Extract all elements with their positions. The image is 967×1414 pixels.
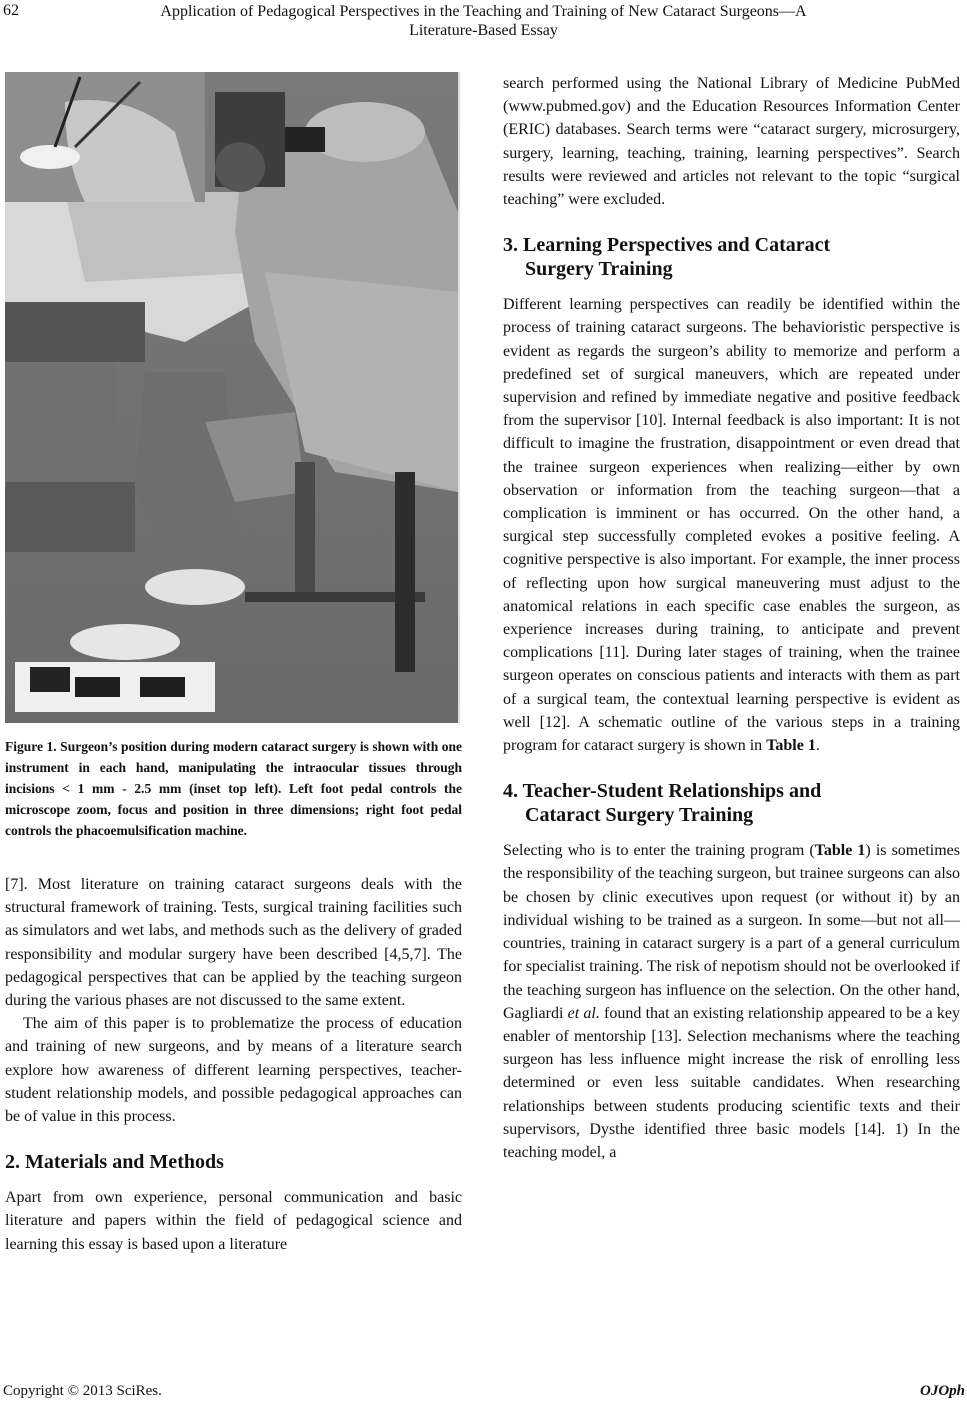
section-heading-2: 2. Materials and Methods [5,1151,224,1174]
et-al-italic: et al. [567,1004,600,1022]
paragraph: search performed using the National Library of Medicine PubMed (www.pubmed.gov) and the Education Resources Information Center (ERIC) databases. Search terms were “cataract surgery, microsurgery, surgery, learning, teaching, training, learning perspectives”. Search results were reviewed and articles not relevant to the topic “surgical teaching” were excluded. [503,75,960,209]
paragraph-text: . [815,737,820,755]
heading-line: 4. Teacher-Student Relationships and [503,780,822,803]
right-column [503,72,960,1164]
heading-line: Surgery Training [525,258,673,281]
running-title-line2: Literature-Based Essay [409,22,558,39]
paragraph-text: Selecting who is to enter the training program ( [503,842,815,860]
paragraph-text: found that an existing relationship appeared to be a key enabler of mentorship [13]. Selection mechanisms where the teaching surgeon has less influence might increase the risk of enrolling less determined or even less suitable candidates. When researching relationships between students producing scientific texts and their supervisors, Dysthe identified three basic models [14]. 1) In the teaching model, a [503,1004,961,1161]
section-heading-4 [503,779,960,827]
heading-line: 3. Learning Perspectives and Cataract [503,234,831,257]
page-number: 62 [3,2,19,19]
paragraph: The aim of this paper is to problematize the process of education and training of new surgeons, and by means of a literature search explore how awareness of different learning perspectives, teacher-student relationship models, and possible pedagogical approaches can be of value in this process. [5,1015,462,1126]
paragraph [503,293,960,757]
heading-line: Cataract Surgery Training [525,804,754,827]
running-title [60,2,907,40]
paragraph: Apart from own experience, personal communication and basic literature and papers within the field of pedagogical science and learning this essay is based upon a literature [5,1189,462,1253]
table-reference-link[interactable]: Table 1 [766,737,816,755]
figure-1-photo [5,72,460,723]
paragraph: [7]. Most literature on training cataract surgeons deals with the structural framework of training. Tests, surgical training facilities such as simulators and wet labs, and methods such as the delivery of graded responsibility and modular surgery have been described [4,5,7]. The pedagogical perspectives that can be applied by the teaching surgeon during the various phases are not discussed to the same extent. [5,876,462,1010]
table-reference-link[interactable]: Table 1 [814,842,866,860]
figure-1-caption: Figure 1. Surgeon’s position during modern cataract surgery is shown with one instrument in each hand, manipulating the intraocular tissues through incisions < 1 mm - 2.5 mm (inset top left). Left foot pedal controls the microscope zoom, focus and position in three dimensions; right foot pedal controls the phacoemulsification machine. [5,739,462,838]
running-title-line1: Application of Pedagogical Perspectives in the Teaching and Training of New Cataract Surgeons—A [160,3,807,20]
journal-abbreviation: OJOph [919,1383,965,1399]
copyright-footer: Copyright © 2013 SciRes. [3,1383,162,1399]
section-heading-3 [503,233,960,281]
surgeon-photo-image [5,72,458,723]
paragraph [503,839,960,1164]
paragraph-text: Different learning perspectives can readily be identified within the process of training cataract surgeons. The behavioristic perspective is evident as regards the surgeon’s ability to memorize and perform a predefined set of surgical maneuvers, which are repeated under supervision and refined by immediate negative and positive feedback from the supervisor [10]. Internal feedback is also important: It is not difficult to imagine the frustration, disappointment or even dread that the trainee surgeon experiences when realizing—either by own observation or information from the teaching surgeon—that a complication is imminent or has occurred. On the other hand, a surgical step successfully completed evokes a positive feeling. A cognitive perspective is also important. For example, the inner process of reflecting upon how surgical maneuvering must adjust to the anatomical relations in each specific case enables the surgeon, as experience increases during training, to anticipate and prevent complications [11]. During later stages of training, when the trainee surgeon operates on conscious patients and interacts with them as part of a surgical team, the contextual learning perspective is evident as well [12]. A schematic outline of the various steps in a training program for cataract surgery is shown in [503,296,960,755]
paragraph-text: ) is sometimes the responsibility of the teaching surgeon, but trainee surgeons can also be chosen by clinic executives upon request (or without it) by an individual wishing to be trained as a surgeon. In some—but not all—countries, training in cataract surgery is a part of a general curriculum for specialist training. The risk of nepotism should not be overlooked if the teaching surgeon has influence on the selection. On the other hand, Gagliardi [503,842,961,1022]
left-column [5,72,462,1256]
